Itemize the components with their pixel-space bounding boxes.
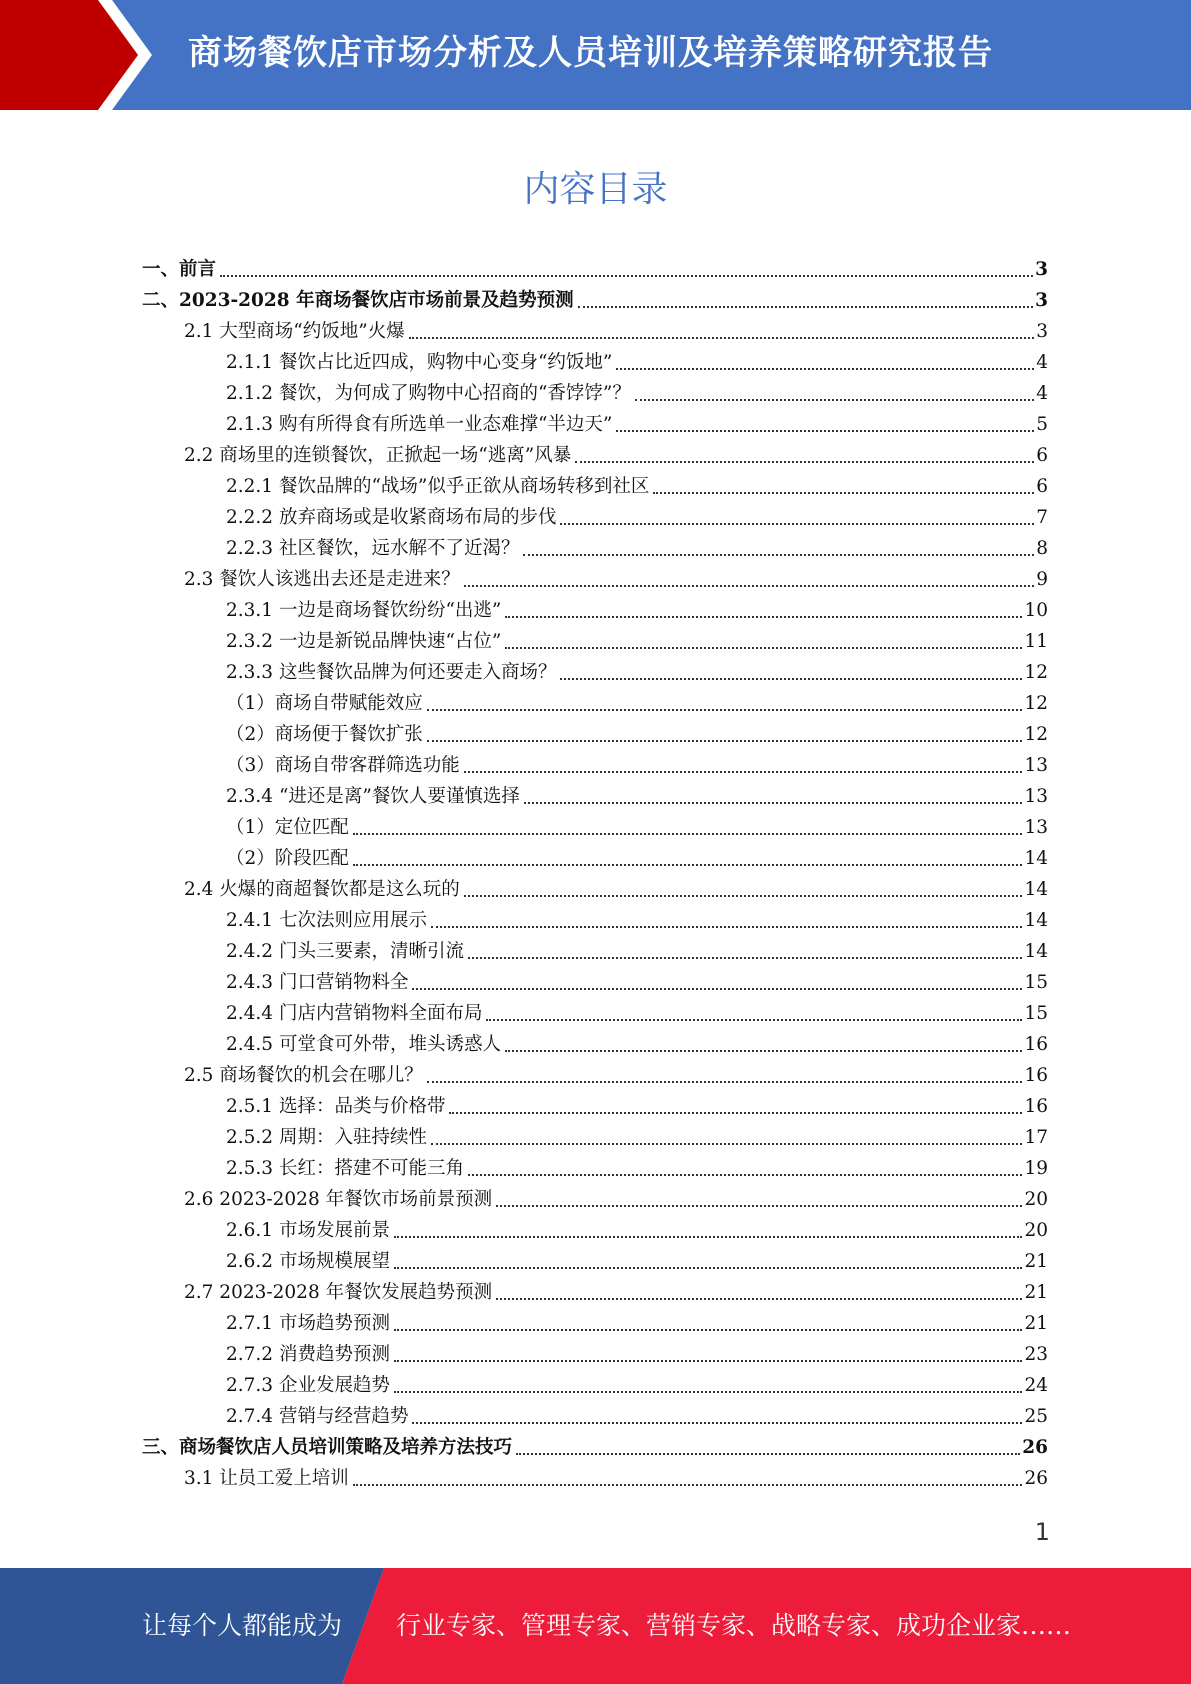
page-number: 1 xyxy=(1034,1518,1050,1546)
toc-entry-page: 24 xyxy=(1024,1375,1048,1396)
toc-entry[interactable] xyxy=(142,254,1048,285)
toc-heading: 内容目录 xyxy=(523,169,668,210)
toc-entry-page: 6 xyxy=(1036,445,1048,466)
toc-entry[interactable] xyxy=(226,688,1048,719)
toc-entry-title: 2.4.5 可堂食可外带，堆头诱惑人 xyxy=(226,1034,501,1055)
toc-entry-page: 12 xyxy=(1024,693,1048,714)
toc-dot-leader xyxy=(427,740,1023,742)
toc-entry[interactable] xyxy=(226,781,1048,812)
toc-entry-title: 2.5.1 选择：品类与价格带 xyxy=(226,1096,446,1117)
toc-entry-page: 13 xyxy=(1024,817,1048,838)
page-header xyxy=(0,0,1191,110)
toc-entry-page: 3 xyxy=(1035,259,1048,280)
toc-entry[interactable] xyxy=(226,409,1048,440)
toc-entry-page: 7 xyxy=(1036,507,1048,528)
toc-entry-page: 5 xyxy=(1036,414,1048,435)
toc-entry[interactable] xyxy=(226,843,1048,874)
toc-entry-page: 3 xyxy=(1036,321,1048,342)
toc-entry-page: 15 xyxy=(1024,1003,1048,1024)
toc-entry[interactable] xyxy=(226,378,1048,409)
toc-entry-page: 26 xyxy=(1024,1468,1048,1489)
toc-entry-title: （2）阶段匹配 xyxy=(226,848,349,869)
toc-entry-page: 4 xyxy=(1036,383,1048,404)
toc-entry-title: 2.7 2023-2028 年餐饮发展趋势预测 xyxy=(184,1282,493,1303)
toc-entry-title: 2.3.3 这些餐饮品牌为何还要走入商场？ xyxy=(226,662,557,683)
toc-dot-leader xyxy=(394,1329,1022,1331)
toc-dot-leader xyxy=(412,1422,1022,1424)
toc-entry-page: 9 xyxy=(1036,569,1048,590)
toc-entry-page: 19 xyxy=(1024,1158,1048,1179)
toc-dot-leader xyxy=(449,1112,1022,1114)
toc-entry-page: 16 xyxy=(1024,1096,1048,1117)
toc-entry[interactable] xyxy=(226,1370,1048,1401)
toc-entry[interactable] xyxy=(226,471,1048,502)
toc-entry-page: 23 xyxy=(1024,1344,1048,1365)
toc-dot-leader xyxy=(578,306,1034,308)
toc-entry[interactable] xyxy=(184,440,1048,471)
toc-entry-title: 2.7.2 消费趋势预测 xyxy=(226,1344,390,1365)
toc-entry-page: 20 xyxy=(1024,1189,1048,1210)
toc-dot-leader xyxy=(560,678,1022,680)
toc-entry[interactable] xyxy=(184,1463,1048,1494)
toc-dot-leader xyxy=(353,864,1023,866)
toc-entry-page: 13 xyxy=(1024,755,1048,776)
toc-entry-page: 14 xyxy=(1024,848,1048,869)
toc-entry-page: 17 xyxy=(1024,1127,1048,1148)
toc-entry[interactable] xyxy=(184,564,1048,595)
toc-entry[interactable] xyxy=(226,1091,1048,1122)
toc-entry-title: 2.3 餐饮人该逃出去还是走进来？ xyxy=(184,569,460,590)
toc-entry-page: 6 xyxy=(1036,476,1048,497)
toc-entry[interactable] xyxy=(184,1184,1048,1215)
toc-entry[interactable] xyxy=(142,1432,1048,1463)
toc-entry-title: 2.4.2 门头三要素，清晰引流 xyxy=(226,941,464,962)
toc-entry[interactable] xyxy=(184,874,1048,905)
toc-dot-leader xyxy=(560,523,1034,525)
toc-entry[interactable] xyxy=(184,1060,1048,1091)
toc-entry[interactable] xyxy=(226,1339,1048,1370)
toc-entry[interactable] xyxy=(226,998,1048,1029)
toc-entry[interactable] xyxy=(226,936,1048,967)
toc-dot-leader xyxy=(394,1236,1022,1238)
toc-entry[interactable] xyxy=(184,316,1048,347)
toc-entry-page: 12 xyxy=(1024,662,1048,683)
report-title: 商场餐饮店市场分析及人员培训及培养策略研究报告 xyxy=(188,33,993,73)
toc-entry[interactable] xyxy=(226,1153,1048,1184)
toc-entry[interactable] xyxy=(226,657,1048,688)
toc-entry-title: 2.3.4 “进还是离”餐饮人要谨慎选择 xyxy=(226,786,520,807)
toc-entry-title: 2.6.1 市场发展前景 xyxy=(226,1220,390,1241)
toc-entry-title: 2.4.1 七次法则应用展示 xyxy=(226,910,427,931)
toc-entry-page: 25 xyxy=(1024,1406,1048,1427)
toc-entry-title: 2.1.2 餐饮，为何成了购物中心招商的“香饽饽”？ xyxy=(226,383,631,404)
toc-entry-title: 2.7.1 市场趋势预测 xyxy=(226,1313,390,1334)
toc-dot-leader xyxy=(464,895,1023,897)
toc-entry-page: 13 xyxy=(1024,786,1048,807)
toc-dot-leader xyxy=(653,492,1034,494)
toc-entry-title: （1）定位匹配 xyxy=(226,817,349,838)
toc-entry-title: 2.2.2 放弃商场或是收紧商场布局的步伐 xyxy=(226,507,557,528)
toc-dot-leader xyxy=(353,833,1023,835)
toc-entry[interactable] xyxy=(226,719,1048,750)
toc-entry-title: 2.5.3 长红：搭建不可能三角 xyxy=(226,1158,464,1179)
page-footer xyxy=(0,1568,1191,1684)
toc-entry-title: 二、2023-2028 年商场餐饮店市场前景及趋势预测 xyxy=(142,290,574,311)
toc-entry-title: 2.5.2 周期：入驻持续性 xyxy=(226,1127,427,1148)
toc-entry-title: 2.1.3 购有所得食有所选单一业态难撑“半边天” xyxy=(226,414,613,435)
toc-entry-page: 14 xyxy=(1024,941,1048,962)
toc-entry[interactable] xyxy=(226,502,1048,533)
toc-dot-leader xyxy=(409,337,1035,339)
toc-dot-leader xyxy=(464,585,1034,587)
toc-entry-page: 12 xyxy=(1024,724,1048,745)
toc-entry-page: 3 xyxy=(1035,290,1048,311)
toc-entry[interactable] xyxy=(226,347,1048,378)
toc-entry-page: 21 xyxy=(1024,1313,1048,1334)
toc-entry-page: 4 xyxy=(1036,352,1048,373)
toc-entry-title: 2.2 商场里的连锁餐饮，正掀起一场“逃离”风暴 xyxy=(184,445,572,466)
toc-dot-leader xyxy=(496,1298,1022,1300)
toc-entry-title: 2.4.4 门店内营销物料全面布局 xyxy=(226,1003,483,1024)
toc-entry-title: 2.1 大型商场“约饭地”火爆 xyxy=(184,321,405,342)
toc-dot-leader xyxy=(353,1484,1023,1486)
toc-entry-title: （2）商场便于餐饮扩张 xyxy=(226,724,423,745)
toc-entry-title: 一、前言 xyxy=(142,259,217,280)
toc-entry[interactable] xyxy=(226,750,1048,781)
toc-dot-leader xyxy=(431,1143,1022,1145)
toc-entry-title: 2.2.3 社区餐饮，远水解不了近渴？ xyxy=(226,538,520,559)
toc-entry-title: 2.4.3 门口营销物料全 xyxy=(226,972,409,993)
toc-entry-title: 2.7.4 营销与经营趋势 xyxy=(226,1406,409,1427)
toc-entry-page: 8 xyxy=(1036,538,1048,559)
toc-entry[interactable] xyxy=(142,285,1048,316)
toc-entry-page: 15 xyxy=(1024,972,1048,993)
toc-dot-leader xyxy=(394,1391,1022,1393)
toc-entry-page: 10 xyxy=(1024,600,1048,621)
toc-entry-page: 21 xyxy=(1024,1282,1048,1303)
toc-dot-leader xyxy=(496,1205,1022,1207)
toc-dot-leader xyxy=(468,957,1022,959)
toc-entry-title: （1）商场自带赋能效应 xyxy=(226,693,423,714)
toc-entry[interactable] xyxy=(226,1029,1048,1060)
toc-entry[interactable] xyxy=(226,967,1048,998)
toc-entry-title: 2.7.3 企业发展趋势 xyxy=(226,1375,390,1396)
toc-dot-leader xyxy=(575,461,1034,463)
toc-dot-leader xyxy=(220,275,1033,277)
toc-entry-title: 三、商场餐饮店人员培训策略及培养方法技巧 xyxy=(142,1437,513,1458)
footer-slogan-left: 让每个人都能成为 xyxy=(142,1611,343,1640)
toc-entry[interactable] xyxy=(226,533,1048,564)
toc-entry-page: 16 xyxy=(1024,1065,1048,1086)
toc-dot-leader xyxy=(468,1174,1022,1176)
toc-entry-page: 14 xyxy=(1024,910,1048,931)
toc-dot-leader xyxy=(524,802,1023,804)
toc-dot-leader xyxy=(505,1050,1022,1052)
toc-dot-leader xyxy=(635,399,1034,401)
toc-entry-title: 2.6 2023-2028 年餐饮市场前景预测 xyxy=(184,1189,493,1210)
toc-entry[interactable] xyxy=(226,812,1048,843)
toc-entry-title: 2.6.2 市场规模展望 xyxy=(226,1251,390,1272)
toc-dot-leader xyxy=(412,988,1022,990)
toc-entry-page: 21 xyxy=(1024,1251,1048,1272)
toc-entry-page: 26 xyxy=(1022,1437,1048,1458)
toc-entry[interactable] xyxy=(184,1277,1048,1308)
toc-dot-leader xyxy=(505,616,1022,618)
toc-entry[interactable] xyxy=(226,1308,1048,1339)
toc-entry[interactable] xyxy=(226,626,1048,657)
toc-dot-leader xyxy=(616,430,1034,432)
toc-entry[interactable] xyxy=(226,1215,1048,1246)
toc-entry[interactable] xyxy=(226,1122,1048,1153)
toc-dot-leader xyxy=(431,926,1022,928)
toc-entry-title: 2.1.1 餐饮占比近四成，购物中心变身“约饭地” xyxy=(226,352,613,373)
toc-dot-leader xyxy=(486,1019,1022,1021)
toc-entry-page: 14 xyxy=(1024,879,1048,900)
toc-dot-leader xyxy=(394,1267,1022,1269)
toc-dot-leader xyxy=(394,1360,1022,1362)
toc-entry-title: 2.4 火爆的商超餐饮都是这么玩的 xyxy=(184,879,460,900)
toc-dot-leader xyxy=(505,647,1022,649)
toc-dot-leader xyxy=(464,771,1023,773)
toc-entry-title: 2.3.1 一边是商场餐饮纷纷“出逃” xyxy=(226,600,502,621)
toc-entry[interactable] xyxy=(226,1401,1048,1432)
toc-entry[interactable] xyxy=(226,1246,1048,1277)
toc-entry-title: 2.3.2 一边是新锐品牌快速“占位” xyxy=(226,631,502,652)
toc-entry-title: 3.1 让员工爱上培训 xyxy=(184,1468,349,1489)
toc-entry-page: 20 xyxy=(1024,1220,1048,1241)
toc-entry-title: 2.2.1 餐饮品牌的“战场”似乎正欲从商场转移到社区 xyxy=(226,476,650,497)
toc-dot-leader xyxy=(616,368,1034,370)
toc-dot-leader xyxy=(516,1453,1020,1455)
toc-entry-page: 11 xyxy=(1024,631,1048,652)
toc-entry-title: （3）商场自带客群筛选功能 xyxy=(226,755,460,776)
toc-dot-leader xyxy=(523,554,1034,556)
toc-entry-page: 16 xyxy=(1024,1034,1048,1055)
footer-slogan-right: 行业专家、管理专家、营销专家、战略专家、成功企业家…… xyxy=(396,1611,1072,1640)
toc-dot-leader xyxy=(427,1081,1023,1083)
toc-dot-leader xyxy=(427,709,1023,711)
toc-entry[interactable] xyxy=(226,905,1048,936)
toc-entry-title: 2.5 商场餐饮的机会在哪儿？ xyxy=(184,1065,423,1086)
toc-entry[interactable] xyxy=(226,595,1048,626)
